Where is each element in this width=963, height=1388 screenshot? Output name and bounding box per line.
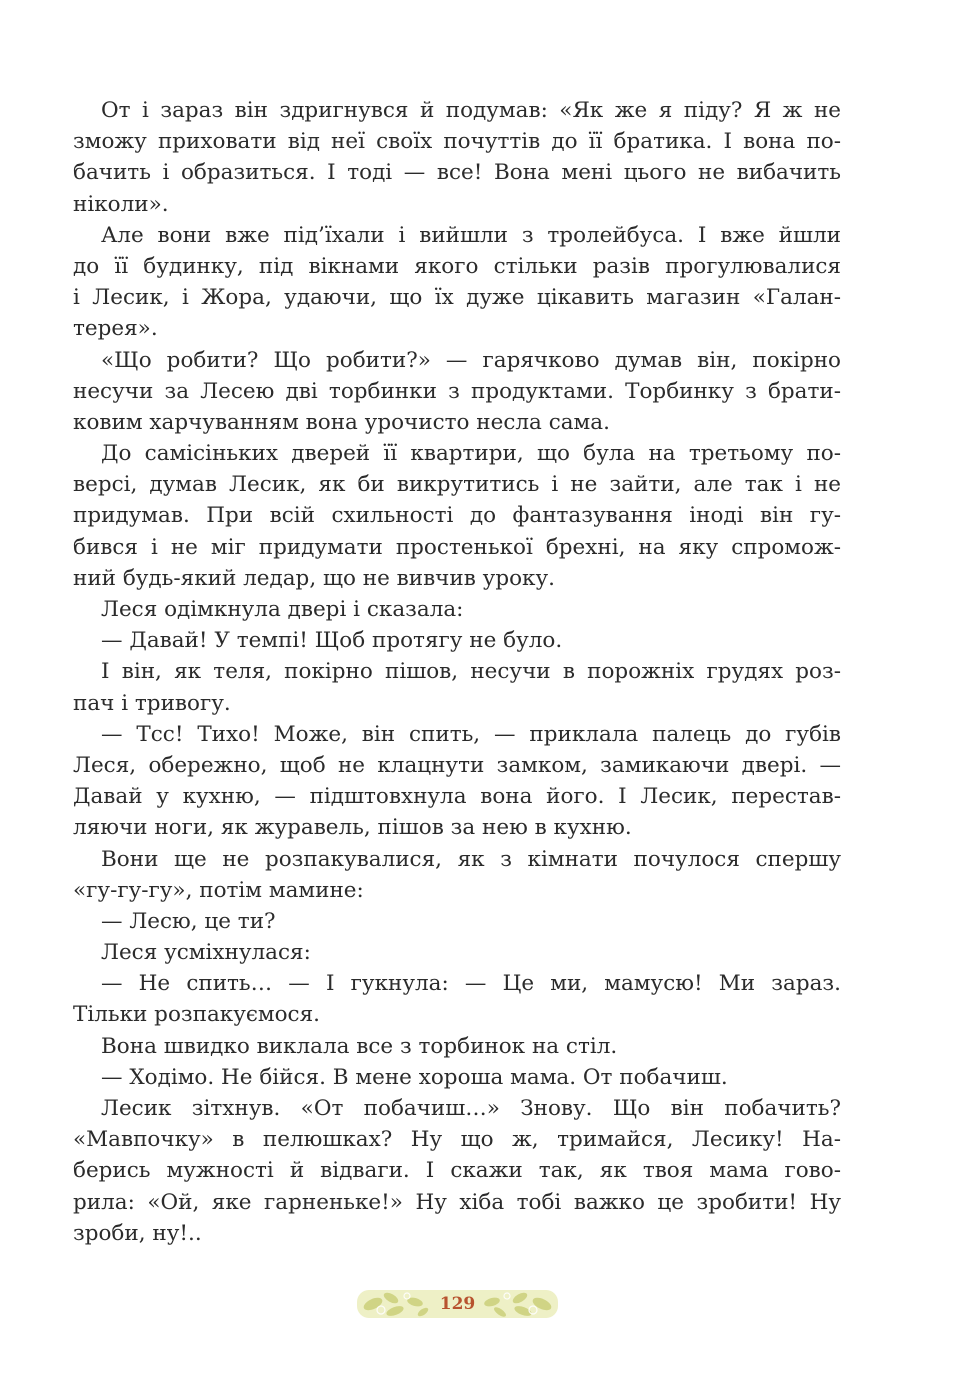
paragraph: [73, 220, 841, 345]
text-line: До самісіньких дверей її квартири, що була на третьому по-: [101, 441, 841, 467]
paragraph: [73, 1031, 841, 1062]
text-line: зроби, ну!..: [73, 1220, 202, 1246]
text-line: — Не спить… — І гукнула: — Це ми, мамусю! Ми зараз.: [101, 971, 841, 997]
text-line: і Лесик, і Жора, удаючи, що їх дуже цікавить магазин «Галан-: [73, 285, 841, 311]
paragraph: [73, 1093, 841, 1249]
text-line: версі, думав Лесик, як би викрутитись і не зайти, але так і не: [73, 472, 841, 498]
text-line: Вони ще не розпакувалися, як з кімнати почулося спершу: [101, 846, 841, 872]
text-line: — Тсс! Тихо! Може, він спить, — приклала палець до губів: [101, 721, 841, 747]
text-line: Давай у кухню, — підштовхнула вона його. І Лесик, перестав-: [73, 784, 841, 810]
text-line: «гу-гу-гу», потім мамине:: [73, 877, 364, 903]
text-line: берись мужності й відваги. І скажи так, як твоя мама гово-: [73, 1158, 841, 1184]
paragraph: [73, 968, 841, 1030]
paragraph: [73, 906, 841, 937]
text-line: рила: «Ой, яке гарненьке!» Ну хіба тобі важко це зробити! Ну: [73, 1189, 841, 1215]
paragraph: [73, 594, 841, 625]
text-line: придумав. При всій схильності до фантазування іноді він гу-: [73, 503, 841, 529]
text-line: Леся усміхнулася:: [101, 940, 311, 966]
text-line: «Мавпочку» в пелюшках? Ну що ж, тримайся, Лесику! На-: [73, 1127, 841, 1153]
paragraph: [73, 345, 841, 439]
story-text: [73, 95, 841, 1249]
text-line: ковим харчуванням вона урочисто несла сама.: [73, 409, 610, 435]
paragraph: [73, 844, 841, 906]
text-line: Леся, обережно, щоб не клацнути замком, замикаючи двері. —: [73, 752, 841, 778]
text-line: бився і не міг придумати простенької брехні, на яку спромож-: [73, 534, 841, 560]
text-line: зможу приховати від неї своїх почуттів до її братика. І вона по-: [73, 129, 841, 155]
text-line: І він, як теля, покірно пішов, несучи в порожніх грудях роз-: [101, 659, 841, 685]
page-number: 129: [439, 1294, 476, 1314]
text-line: Лесик зітхнув. «От побачиш…» Знову. Що він побачить?: [101, 1096, 841, 1121]
text-line: ніколи».: [73, 191, 169, 217]
page-footer: [355, 1284, 560, 1324]
text-line: — Давай! У темпі! Щоб протягу не було.: [101, 628, 563, 654]
text-line: ляючи ноги, як журавель, пішов за нею в кухню.: [73, 815, 632, 841]
text-line: — Ходімо. Не бійся. В мене хороша мама. От побачиш.: [101, 1064, 728, 1090]
paragraph: [73, 937, 841, 968]
text-line: несучи за Лесею дві торбинки з продуктами. Торбинку з брати-: [73, 378, 841, 404]
text-line: ний будь-який ледар, що не вивчив уроку.: [73, 565, 555, 591]
paragraph: [73, 719, 841, 844]
text-line: — Лесю, це ти?: [101, 908, 276, 934]
text-line: Але вони вже під’їхали і вийшли з тролейбуса. І вже йшли: [101, 222, 841, 248]
text-line: Вона швидко виклала все з торбинок на стіл.: [101, 1033, 618, 1059]
paragraph: [73, 95, 841, 220]
text-line: Леся одімкнула двері і сказала:: [101, 597, 464, 622]
text-line: терея».: [73, 316, 158, 342]
text-line: «Що робити? Що робити?» — гарячково думав він, покірно: [101, 347, 841, 373]
text-line: Тільки розпакуємося.: [73, 1002, 320, 1028]
text-line: От і зараз він здригнувся й подумав: «Як же я піду? Я ж не: [101, 98, 841, 123]
text-line: бачить і образиться. І тоді — все! Вона мені цього не вибачить: [73, 160, 841, 186]
text-line: пач і тривогу.: [73, 690, 231, 716]
paragraph: [73, 438, 841, 594]
paragraph: [73, 625, 841, 656]
paragraph: [73, 656, 841, 718]
text-line: до її будинку, під вікнами якого стільки разів прогулювалися: [73, 253, 841, 279]
paragraph: [73, 1062, 841, 1093]
